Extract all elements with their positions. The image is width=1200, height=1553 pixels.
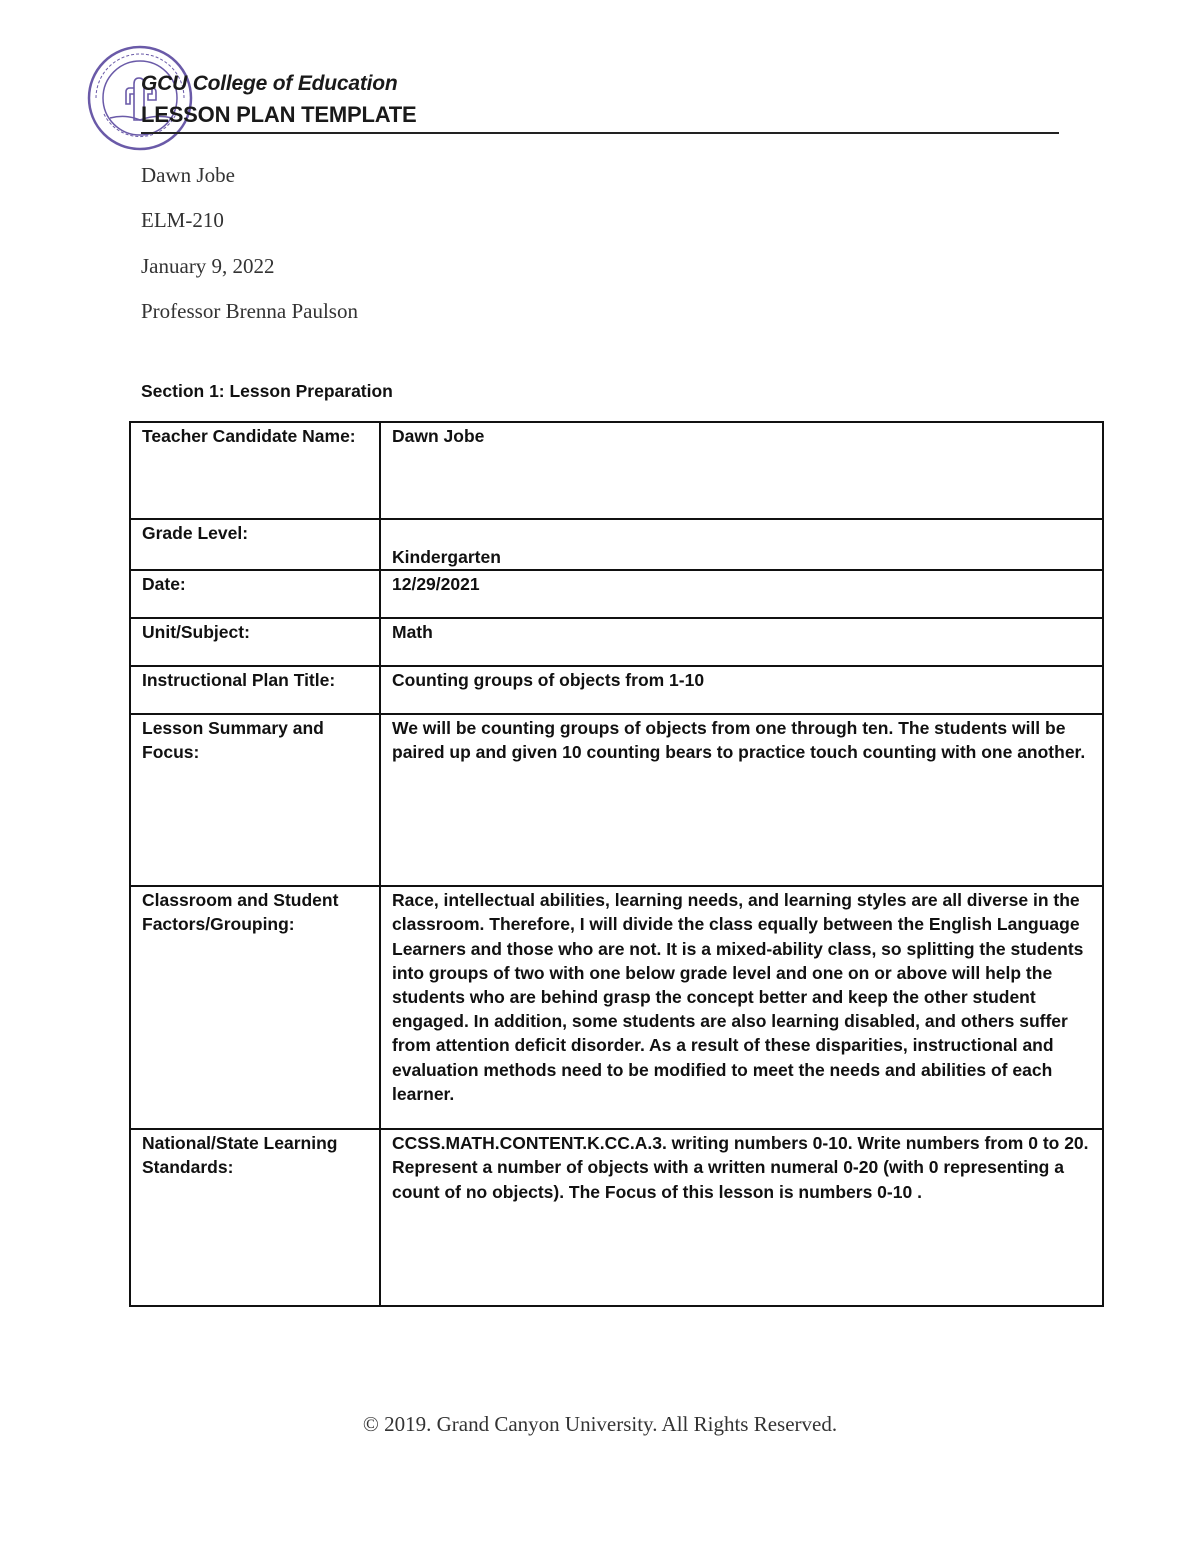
row-value: Dawn Jobe <box>380 422 1103 519</box>
row-value: Race, intellectual abilities, learning needs, and learning styles are all diverse in the classroom. Therefore, I will divide the class equally between the English Language Learners and those who are not. It is a mixed-ability class, so splitting the students into groups of two with one below grade level and one on or above will help the students who are behind grasp the concept better and keep the other student engaged. In addition, some students are also learning disabled, and others suffer from attention deficit disorder. As a result of these disparities, instructional and evaluation methods need to be modified to meet the needs and abilities of each learner. <box>380 886 1103 1129</box>
row-value: Kindergarten <box>380 519 1103 570</box>
table-row <box>130 1129 1103 1306</box>
row-value: 12/29/2021 <box>380 570 1103 618</box>
row-label: Classroom and Student Factors/Grouping: <box>130 886 380 1129</box>
row-label: Unit/Subject: <box>130 618 380 666</box>
lesson-prep-table <box>129 421 1104 1307</box>
table-row <box>130 886 1103 1129</box>
row-label: National/State Learning Standards: <box>130 1129 380 1306</box>
row-value: Counting groups of objects from 1-10 <box>380 666 1103 714</box>
header-divider <box>141 132 1059 134</box>
header-org: GCU College of Education <box>141 72 398 95</box>
table-row <box>130 519 1103 570</box>
table-row <box>130 618 1103 666</box>
copyright-footer: © 2019. Grand Canyon University. All Rights Reserved. <box>362 1412 838 1436</box>
row-label: Instructional Plan Title: <box>130 666 380 714</box>
row-label: Lesson Summary and Focus: <box>130 714 380 886</box>
course-code: ELM-210 <box>141 208 224 232</box>
row-value: CCSS.MATH.CONTENT.K.CC.A.3. writing numbers 0-10. Write numbers from 0 to 20. Represent a number of objects with a written numeral 0-20 (with 0 representing a count of no objects). The Focus of this lesson is numbers 0-10 . <box>380 1129 1103 1306</box>
table-row <box>130 570 1103 618</box>
gcu-seal-logo <box>86 44 194 152</box>
professor-name: Professor Brenna Paulson <box>141 299 358 323</box>
row-label: Teacher Candidate Name: <box>130 422 380 519</box>
row-value: We will be counting groups of objects from one through ten. The students will be paired up and given 10 counting bears to practice touch counting with one another. <box>380 714 1103 886</box>
table-row <box>130 666 1103 714</box>
section-title: Section 1: Lesson Preparation <box>141 381 393 401</box>
row-label: Grade Level: <box>130 519 380 570</box>
table-row <box>130 714 1103 886</box>
table-row <box>130 422 1103 519</box>
student-name: Dawn Jobe <box>141 163 235 187</box>
row-value: Math <box>380 618 1103 666</box>
submission-date: January 9, 2022 <box>141 254 275 278</box>
row-label: Date: <box>130 570 380 618</box>
header-title: LESSON PLAN TEMPLATE <box>141 102 417 127</box>
